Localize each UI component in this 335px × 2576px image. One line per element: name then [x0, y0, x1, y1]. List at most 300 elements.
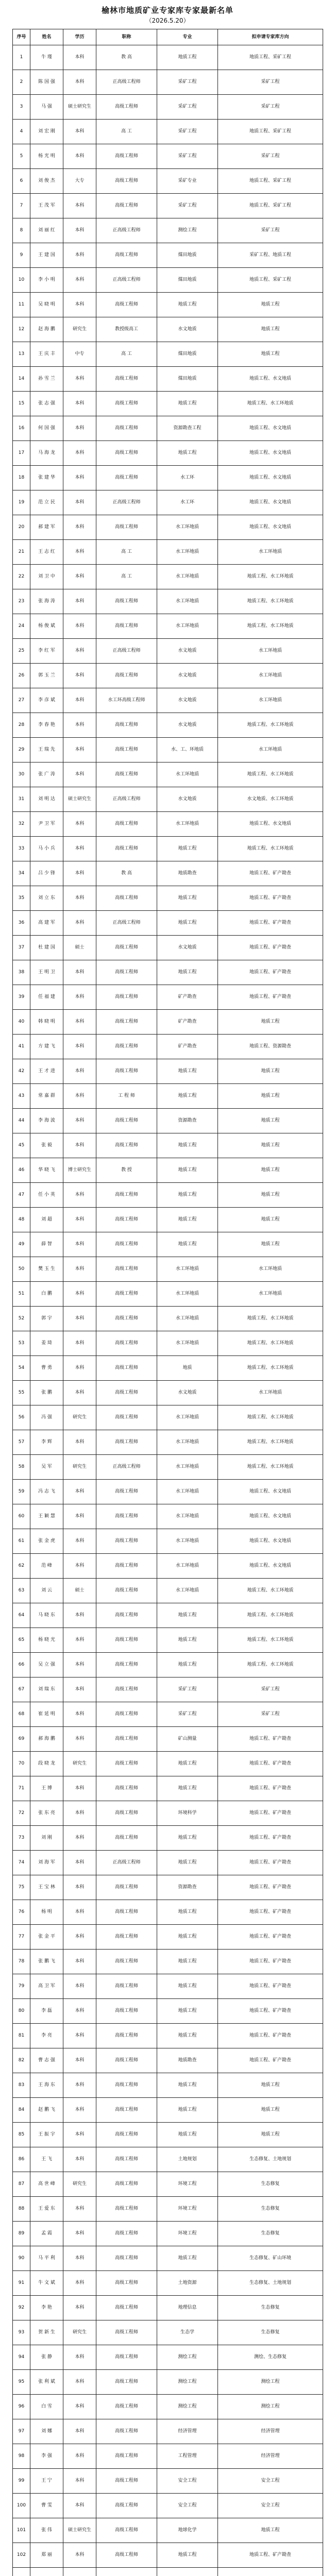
cell-index: 11	[13, 293, 30, 317]
table-row	[13, 1307, 323, 1331]
table-row	[13, 1826, 323, 1851]
table-row	[13, 1900, 323, 1925]
cell-title: 高级工程师	[96, 1801, 157, 1826]
table-row	[13, 1183, 323, 1208]
cell-title: 高级工程师	[96, 1183, 157, 1208]
cell-title: 高级工程师	[96, 1727, 157, 1752]
cell-title: 高级工程师	[96, 2469, 157, 2494]
table-row	[13, 2419, 323, 2444]
cell-direction: 地质工程、水工环地质	[218, 1430, 323, 1455]
cell-index: 18	[13, 466, 30, 490]
cell-direction: 水工环地质	[218, 1282, 323, 1307]
cell-major: 地质工程	[157, 1084, 218, 1109]
cell-direction: 采矿工程	[218, 70, 323, 95]
table-row	[13, 441, 323, 466]
cell-education	[63, 2568, 96, 2576]
cell-index: 20	[13, 515, 30, 540]
cell-title: 正高级工程师	[96, 1851, 157, 1875]
cell-title: 工 程 师	[96, 1084, 157, 1109]
table-row	[13, 1851, 323, 1875]
cell-index: 13	[13, 342, 30, 367]
table-row	[13, 416, 323, 441]
cell-name: 王 才 进	[30, 1059, 63, 1084]
cell-name: 范 立 民	[30, 490, 63, 515]
cell-index: 26	[13, 664, 30, 688]
cell-name: 刘 瑞 东	[30, 1677, 63, 1702]
cell-direction: 地质工程、矿产勘查	[218, 1875, 323, 1900]
cell-education: 本科	[63, 2197, 96, 2222]
table-row	[13, 762, 323, 787]
cell-title: 高级工程师	[96, 1702, 157, 1727]
cell-education: 硕士研究生	[63, 2518, 96, 2543]
cell-education: 本科	[63, 1010, 96, 1035]
document-title: 榆林市地质矿业专家库专家最新名单	[101, 6, 233, 15]
cell-direction: 地质工程	[218, 1208, 323, 1232]
cell-direction: 地质工程、矿产勘查	[218, 1826, 323, 1851]
cell-name: 张 利 斌	[30, 2370, 63, 2395]
table-row	[13, 1257, 323, 1282]
cell-name: 杨 光 明	[30, 144, 63, 169]
table-row	[13, 342, 323, 367]
cell-major: 地质工程	[157, 960, 218, 985]
cell-education: 本科	[63, 1999, 96, 2024]
table-row	[13, 713, 323, 738]
cell-education: 本科	[63, 2147, 96, 2172]
cell-direction: 地质工程、矿产勘查	[218, 1974, 323, 1999]
cell-title: 高级工程师	[96, 2419, 157, 2444]
cell-major: 生态学	[157, 2320, 218, 2345]
cell-title: 正高级工程师	[96, 218, 157, 243]
cell-education: 大专	[63, 169, 96, 194]
table-row	[13, 1653, 323, 1677]
cell-name: 杜 建 国	[30, 936, 63, 960]
table-row	[13, 490, 323, 515]
cell-name: 陈 国 强	[30, 70, 63, 95]
cell-index: 62	[13, 1554, 30, 1579]
cell-name: 王 建 国	[30, 243, 63, 268]
table-row	[13, 1776, 323, 1801]
cell-name: 郝 海 鹏	[30, 1727, 63, 1752]
cell-title: 高级工程师	[96, 2543, 157, 2568]
cell-direction: 地质工程、矿产勘查	[218, 2543, 323, 2568]
cell-title: 高级工程师	[96, 144, 157, 169]
table-row	[13, 1381, 323, 1405]
cell-name: 李 彦 斌	[30, 688, 63, 713]
cell-name: 韩 晓 明	[30, 1010, 63, 1035]
cell-title: 正高级工程师	[96, 1455, 157, 1480]
cell-index: 96	[13, 2395, 30, 2419]
cell-direction: 地质工程、采矿工程	[218, 45, 323, 70]
cell-education: 本科	[63, 886, 96, 911]
cell-education: 本科	[63, 1628, 96, 1653]
cell-name: 张 海 涛	[30, 589, 63, 614]
cell-index: 67	[13, 1677, 30, 1702]
cell-direction: 地质工程、矿产勘查	[218, 861, 323, 886]
cell-index: 25	[13, 639, 30, 664]
cell-major: 水工环地质	[157, 762, 218, 787]
cell-name: 马 强	[30, 95, 63, 120]
cell-direction: 地质工程、采矿工程	[218, 268, 323, 293]
cell-index: 17	[13, 441, 30, 466]
cell-name: 张 建 华	[30, 466, 63, 490]
cell-education: 本科	[63, 441, 96, 466]
cell-education: 本科	[63, 664, 96, 688]
cell-direction: 水工环地质	[218, 664, 323, 688]
cell-title: 正高级工程师	[96, 911, 157, 936]
table-row	[13, 787, 323, 812]
table-row	[13, 95, 323, 120]
cell-direction: 地质工程、水工环地质	[218, 1653, 323, 1677]
cell-index: 99	[13, 2469, 30, 2494]
cell-title	[96, 2568, 157, 2576]
cell-index: 28	[13, 713, 30, 738]
cell-index: 88	[13, 2197, 30, 2222]
table-row	[13, 515, 323, 540]
cell-education: 本科	[63, 688, 96, 713]
cell-index: 55	[13, 1381, 30, 1405]
cell-direction: 地质工程、水文地质	[218, 812, 323, 837]
cell-direction: 生态修复	[218, 2222, 323, 2246]
cell-direction: 安全工程	[218, 2469, 323, 2494]
cell-direction: 地质工程	[218, 293, 323, 317]
cell-direction: 安全工程	[218, 2494, 323, 2518]
table-row	[13, 1925, 323, 1950]
cell-direction: 地质工程、水工环地质	[218, 762, 323, 787]
cell-index: 72	[13, 1801, 30, 1826]
cell-direction: 地质工程、水工环地质	[218, 1579, 323, 1603]
table-row	[13, 2246, 323, 2271]
table-row	[13, 1801, 323, 1826]
table-row	[13, 565, 323, 589]
cell-education: 本科	[63, 2024, 96, 2048]
cell-title: 高级工程师	[96, 1282, 157, 1307]
cell-name: 赵 鹏 飞	[30, 2098, 63, 2123]
cell-major: 水文地质	[157, 664, 218, 688]
cell-direction: 地质工程、矿产勘查	[218, 985, 323, 1010]
cell-education: 本科	[63, 2271, 96, 2296]
cell-title: 高级工程师	[96, 1653, 157, 1677]
cell-name: 李 亮	[30, 2024, 63, 2048]
cell-index: 102	[13, 2543, 30, 2568]
cell-education: 本科	[63, 1084, 96, 1109]
cell-title: 高级工程师	[96, 1999, 157, 2024]
cell-index: 9	[13, 243, 30, 268]
cell-title: 高级工程师	[96, 2048, 157, 2073]
cell-name: 尹 卫 军	[30, 812, 63, 837]
cell-title: 高级工程师	[96, 1133, 157, 1158]
table-row	[13, 70, 323, 95]
cell-major: 地质工程	[157, 1826, 218, 1851]
table-row	[13, 1628, 323, 1653]
cell-name: 赵 海 鹏	[30, 317, 63, 342]
cell-title: 高级工程师	[96, 2197, 157, 2222]
cell-major: 地质工程	[157, 1950, 218, 1974]
cell-title: 高级工程师	[96, 2370, 157, 2395]
cell-major: 地质工程	[157, 2246, 218, 2271]
cell-name: 刘 海 军	[30, 1851, 63, 1875]
table-row	[13, 194, 323, 218]
cell-education: 研究生	[63, 1405, 96, 1430]
cell-major: 地质工程	[157, 837, 218, 861]
cell-education: 本科	[63, 515, 96, 540]
cell-title: 正高级工程师	[96, 70, 157, 95]
table-row	[13, 1282, 323, 1307]
cell-index: 15	[13, 392, 30, 416]
cell-direction: 采矿工程、地质工程	[218, 243, 323, 268]
cell-name: 刘 云	[30, 1579, 63, 1603]
cell-index: 23	[13, 589, 30, 614]
table-row	[13, 1480, 323, 1504]
cell-name: 吴 立 强	[30, 1653, 63, 1677]
cell-education: 本科	[63, 713, 96, 738]
cell-major: 水工环地质	[157, 515, 218, 540]
cell-direction: 生态修复、土地规划	[218, 2271, 323, 2296]
cell-title: 高级工程师	[96, 2345, 157, 2370]
cell-direction: 地质工程、水工环地质	[218, 1307, 323, 1331]
cell-major: 煤田地质	[157, 268, 218, 293]
cell-title: 高级工程师	[96, 614, 157, 639]
cell-index: 22	[13, 565, 30, 589]
table-row	[13, 2494, 323, 2518]
cell-name: 冯 强	[30, 1405, 63, 1430]
cell-index: 4	[13, 120, 30, 144]
cell-index: 12	[13, 317, 30, 342]
cell-name: 马 小 兵	[30, 837, 63, 861]
table-row	[13, 1331, 323, 1356]
cell-education: 本科	[63, 1232, 96, 1257]
table-row	[13, 1554, 323, 1579]
cell-index: 66	[13, 1653, 30, 1677]
cell-direction: 地质工程	[218, 1109, 323, 1133]
cell-name: 刘 立 东	[30, 886, 63, 911]
cell-name: 刘 卫 中	[30, 565, 63, 589]
cell-major: 安全工程	[157, 2469, 218, 2494]
cell-education: 本科	[63, 614, 96, 639]
cell-direction: 生态修复	[218, 2320, 323, 2345]
cell-education: 本科	[63, 1356, 96, 1381]
cell-direction: 地质工程、矿产勘查	[218, 1851, 323, 1875]
cell-title: 高级工程师	[96, 1356, 157, 1381]
cell-direction: 地质工程、矿产勘查	[218, 1776, 323, 1801]
table-row	[13, 1999, 323, 2024]
cell-index: 68	[13, 1702, 30, 1727]
cell-major: 水工环地质	[157, 1430, 218, 1455]
column-header-education: 学历	[63, 29, 96, 45]
cell-name: 曹 雯	[30, 2494, 63, 2518]
cell-major: 水工环地质	[157, 1554, 218, 1579]
cell-direction: 地质工程、水文地质	[218, 515, 323, 540]
cell-major: 地质	[157, 1356, 218, 1381]
cell-direction: 测绘工程	[218, 2370, 323, 2395]
cell-education: 本科	[63, 1727, 96, 1752]
cell-name: 王 海 东	[30, 2073, 63, 2098]
table-row	[13, 1084, 323, 1109]
cell-title: 高级工程师	[96, 985, 157, 1010]
cell-major: 地质勘查	[157, 861, 218, 886]
cell-direction: 地质工程、采矿工程	[218, 194, 323, 218]
cell-direction: 经济管理	[218, 2419, 323, 2444]
cell-education: 本科	[63, 1653, 96, 1677]
cell-education: 本科	[63, 490, 96, 515]
cell-direction: 生态修复	[218, 2172, 323, 2197]
cell-major: 测绘工程	[157, 2395, 218, 2419]
cell-major: 水文地质	[157, 936, 218, 960]
cell-major: 水工环地质	[157, 1504, 218, 1529]
cell-name: 牛 瑾	[30, 45, 63, 70]
cell-education: 博士研究生	[63, 1158, 96, 1183]
cell-direction: 地质工程、矿产勘查	[218, 936, 323, 960]
cell-index: 53	[13, 1331, 30, 1356]
cell-direction: 地质工程、水文地质	[218, 1529, 323, 1554]
table-row	[13, 466, 323, 490]
cell-education: 本科	[63, 1331, 96, 1356]
cell-title: 高级工程师	[96, 1307, 157, 1331]
table-row	[13, 169, 323, 194]
table-body	[13, 45, 323, 2576]
cell-education: 研究生	[63, 317, 96, 342]
cell-direction: 地质工程、矿产勘查	[218, 1900, 323, 1925]
cell-major: 水工环地质	[157, 589, 218, 614]
cell-name: 郝 建 军	[30, 515, 63, 540]
cell-name: 李 春 艳	[30, 713, 63, 738]
table-row	[13, 1603, 323, 1628]
cell-name: 樊 玉 生	[30, 1257, 63, 1282]
cell-name: 刘 俊 杰	[30, 169, 63, 194]
cell-education: 本科	[63, 1282, 96, 1307]
cell-direction: 地质工程、水工环地质	[218, 589, 323, 614]
cell-major: 土地资源	[157, 2271, 218, 2296]
table-row	[13, 268, 323, 293]
table-row	[13, 985, 323, 1010]
cell-major: 水工环	[157, 466, 218, 490]
cell-name: 吕 少 锋	[30, 861, 63, 886]
cell-index: 69	[13, 1727, 30, 1752]
cell-education: 本科	[63, 1504, 96, 1529]
table-row	[13, 1059, 323, 1084]
cell-direction: 地质工程	[218, 342, 323, 367]
cell-education: 本科	[63, 1183, 96, 1208]
table-row	[13, 1579, 323, 1603]
table-row	[13, 317, 323, 342]
cell-major: 煤田地质	[157, 342, 218, 367]
cell-major: 水文地质	[157, 787, 218, 812]
cell-title: 高 工	[96, 342, 157, 367]
cell-name: 王 茂 军	[30, 194, 63, 218]
cell-direction: 地质工程、矿产勘查	[218, 911, 323, 936]
cell-index: 41	[13, 1035, 30, 1059]
cell-title: 高级工程师	[96, 1257, 157, 1282]
cell-name: 王 颖 慧	[30, 1504, 63, 1529]
cell-name: 郭 玉 兰	[30, 664, 63, 688]
cell-name: 王 瑞 先	[30, 738, 63, 762]
cell-major: 采矿工程	[157, 95, 218, 120]
cell-major: 地质工程	[157, 1603, 218, 1628]
cell-education: 本科	[63, 293, 96, 317]
cell-index: 90	[13, 2246, 30, 2271]
cell-name: 华 晓 飞	[30, 1158, 63, 1183]
cell-name: 杨 俊 斌	[30, 614, 63, 639]
cell-name: 张 伟	[30, 2518, 63, 2543]
cell-index: 91	[13, 2271, 30, 2296]
cell-index: 39	[13, 985, 30, 1010]
cell-major: 地质工程	[157, 2024, 218, 2048]
cell-index: 27	[13, 688, 30, 713]
cell-direction: 地质工程、水工环地质	[218, 1455, 323, 1480]
cell-direction: 地质工程	[218, 1232, 323, 1257]
table-row	[13, 2098, 323, 2123]
cell-name: 李 艳	[30, 2296, 63, 2320]
cell-name: 刘 丽 红	[30, 218, 63, 243]
table-row	[13, 2469, 323, 2494]
cell-direction: 采矿工程	[218, 1677, 323, 1702]
cell-title: 高级工程师	[96, 1900, 157, 1925]
table-row	[13, 2271, 323, 2296]
cell-name: 高 世 峰	[30, 2172, 63, 2197]
cell-title: 高级工程师	[96, 2123, 157, 2147]
cell-name: 李 小 明	[30, 268, 63, 293]
cell-education: 硕士研究生	[63, 787, 96, 812]
cell-education: 硕士	[63, 1579, 96, 1603]
cell-title: 高级工程师	[96, 441, 157, 466]
cell-title: 高级工程师	[96, 2073, 157, 2098]
cell-name: 李 磊	[30, 1999, 63, 2024]
cell-education: 本科	[63, 2469, 96, 2494]
cell-major: 煤田地质	[157, 367, 218, 392]
cell-education: 本科	[63, 2345, 96, 2370]
cell-direction: 生态修复	[218, 2296, 323, 2320]
table-row	[13, 1702, 323, 1727]
table-row	[13, 2296, 323, 2320]
cell-index: 95	[13, 2370, 30, 2395]
cell-major: 矿产勘查	[157, 1010, 218, 1035]
cell-major: 水工环地质	[157, 1257, 218, 1282]
cell-title: 正高级工程师	[96, 787, 157, 812]
cell-name	[30, 2568, 63, 2576]
cell-major: 水工环地质	[157, 1307, 218, 1331]
cell-title: 高级工程师	[96, 1826, 157, 1851]
cell-direction: 地质工程	[218, 2123, 323, 2147]
cell-index: 19	[13, 490, 30, 515]
cell-education: 本科	[63, 194, 96, 218]
cell-education: 研究生	[63, 1455, 96, 1480]
cell-major: 地质工程	[157, 1900, 218, 1925]
cell-major: 经济管理	[157, 2419, 218, 2444]
cell-index: 30	[13, 762, 30, 787]
cell-title: 高级工程师	[96, 515, 157, 540]
cell-education: 本科	[63, 2395, 96, 2419]
cell-major: 水工环地质	[157, 1331, 218, 1356]
cell-major: 地球化学	[157, 2518, 218, 2543]
table-row	[13, 688, 323, 713]
cell-major: 矿产勘查	[157, 1035, 218, 1059]
cell-name: 李 红 军	[30, 639, 63, 664]
cell-direction: 水工环地质	[218, 1257, 323, 1282]
cell-education: 本科	[63, 1554, 96, 1579]
cell-index: 40	[13, 1010, 30, 1035]
cell-education: 本科	[63, 2444, 96, 2469]
cell-major: 采矿工程	[157, 120, 218, 144]
cell-direction: 地质工程、水文地质	[218, 416, 323, 441]
cell-education: 本科	[63, 2098, 96, 2123]
cell-index: 74	[13, 1851, 30, 1875]
cell-direction: 水文地质、水工环地质	[218, 787, 323, 812]
cell-title: 高级工程师	[96, 95, 157, 120]
cell-education: 中专	[63, 342, 96, 367]
cell-index: 93	[13, 2320, 30, 2345]
cell-title: 高级工程师	[96, 960, 157, 985]
cell-title: 高级工程师	[96, 886, 157, 911]
table-row	[13, 144, 323, 169]
